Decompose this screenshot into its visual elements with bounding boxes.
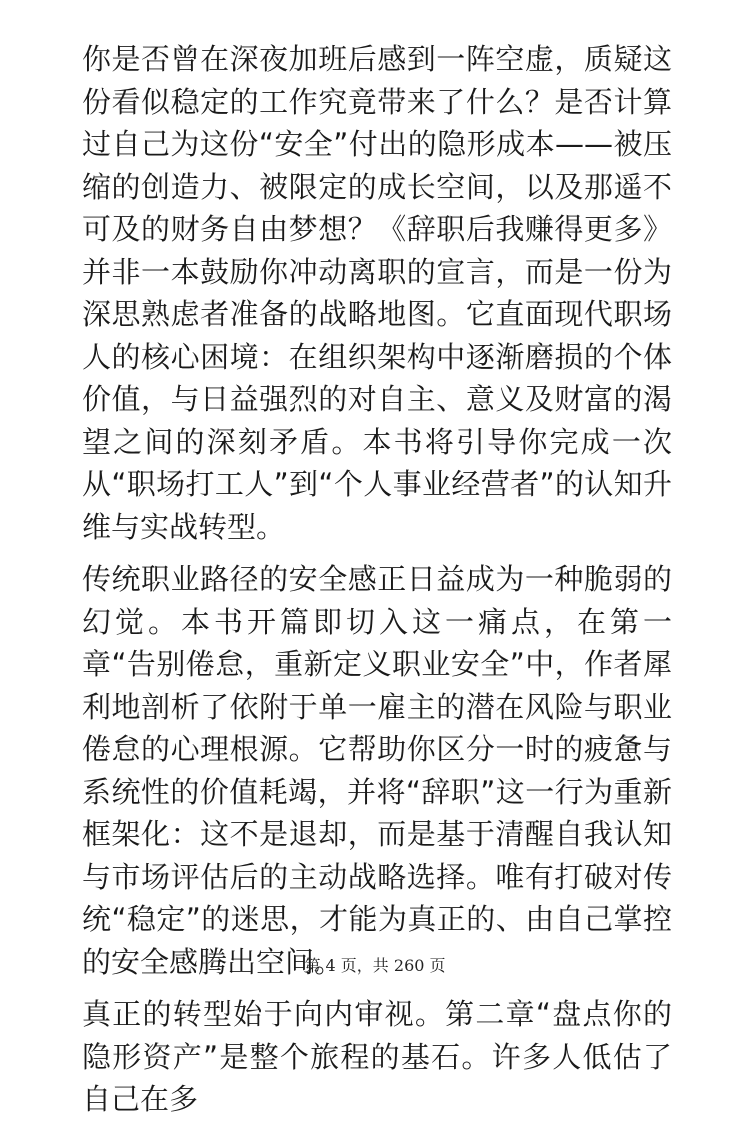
body-paragraph: 真正的转型始于向内审视。第二章“盘点你的隐形资产”是整个旅程的基石。许多人低估了自己在多 [82, 997, 672, 1116]
body-paragraph: 传统职业路径的安全感正日益成为一种脆弱的幻觉。本书开篇即切入这一痛点，在第一章“告别倦怠，重新定义职业安全”中，作者犀利地剖析了依附于单一雇主的潜在风险与职业倦怠的心理根源。它帮助你区分一时的疲惫与系统性的价值耗竭，并将“辞职”这一行为重新框架化：这不是退却，而是基于清醒自我认知与市场评估后的主动战略选择。唯有打破对传统“稳定”的迷思，才能为真正的、由自己掌控的安全感腾出空间。 [82, 562, 672, 979]
page-number: 第 4 页，共 260 页 [304, 956, 446, 975]
body-paragraph: 你是否曾在深夜加班后感到一阵空虚，质疑这份看似稳定的工作究竟带来了什么？是否计算过自己为这份“安全”付出的隐形成本——被压缩的创造力、被限定的成长空间，以及那遥不可及的财务自由梦想？《辞职后我赚得更多》并非一本鼓励你冲动离职的宣言，而是一份为深思熟虑者准备的战略地图。它直面现代职场人的核心困境：在组织架构中逐渐磨损的个体价值，与日益强烈的对自主、意义及财富的渴望之间的深刻矛盾。本书将引导你完成一次从“职场打工人”到“个人事业经营者”的认知升维与实战转型。 [82, 42, 672, 544]
